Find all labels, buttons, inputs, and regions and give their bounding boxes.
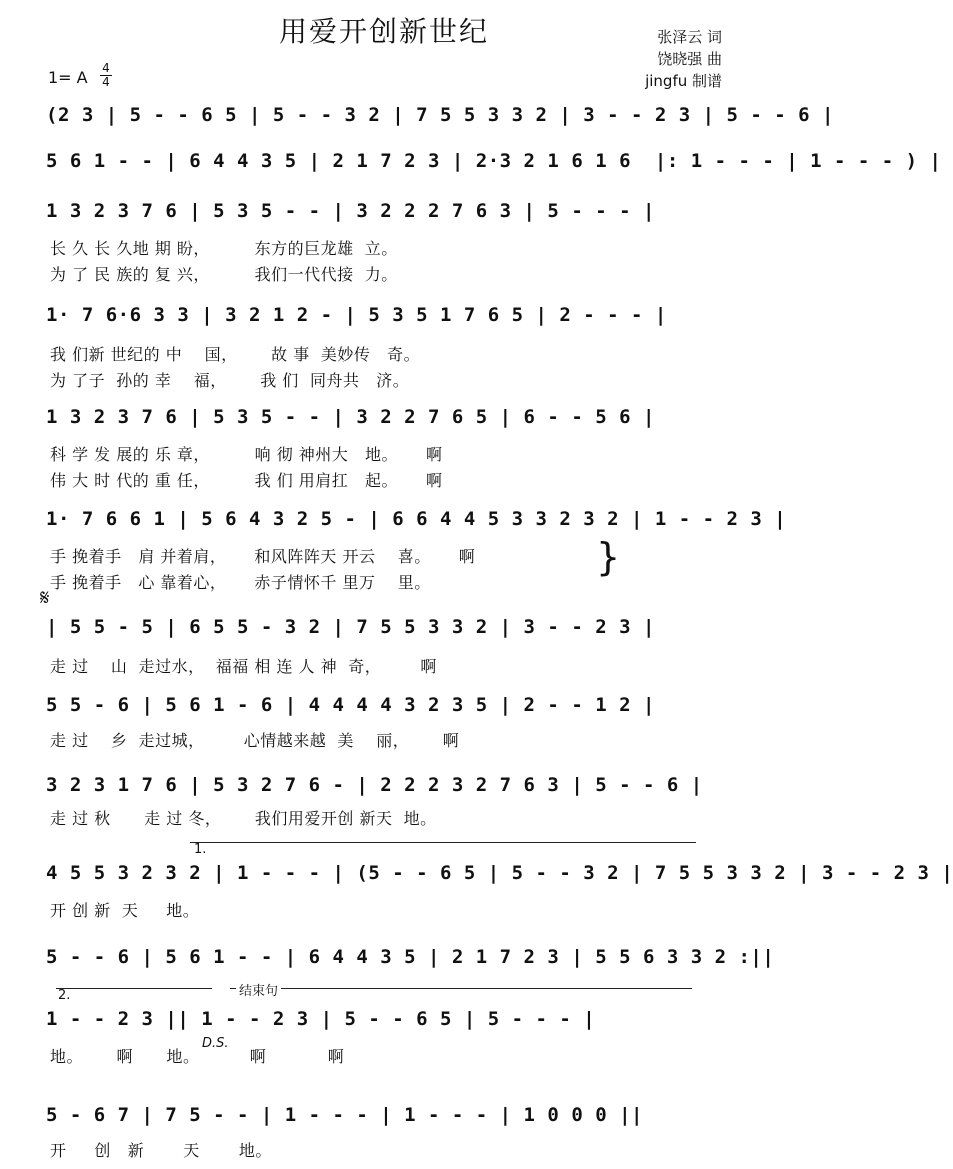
lyric-line: 长 久 长 久地 期 盼， 东方的巨龙雄 立。 <box>50 239 398 258</box>
notation-row <box>46 146 942 190</box>
transcriber-credit: jingfu 制谱 <box>645 72 722 90</box>
song-title: 用爱开创新世纪 <box>278 15 489 48</box>
jianpu-notes: 3 2 3 1 7 6 | 5 3 2 7 6 - | 2 2 2 3 2 7 6 3 | 5 - - 6 | <box>46 774 703 796</box>
notation-row <box>46 100 834 144</box>
lyric-line: 手 挽着手 心 靠着心， 赤子情怀千 里万 里。 <box>50 573 431 592</box>
jianpu-notes: | 5 5 - 5 | 6 5 5 - 3 2 | 7 5 5 3 3 2 | 3 - - 2 3 | <box>46 616 655 638</box>
jianpu-notes: 1 3 2 3 7 6 | 5 3 5 - - | 3 2 2 2 7 6 3 | 5 - - - | <box>46 200 655 222</box>
lyric-line: 走 过 乡 走过城， 心情越来越 美 丽， 啊 <box>50 731 460 750</box>
ds-marking: D.S. <box>202 1036 229 1051</box>
notation-row <box>46 1004 726 1048</box>
lyric-line: 开 创 新 天 地。 <box>50 1141 272 1160</box>
notation-row <box>46 402 726 446</box>
notation-row <box>46 504 787 548</box>
notation-row <box>46 196 726 240</box>
jianpu-notes: 1 - - 2 3 || 1 - - 2 3 | 5 - - 6 5 | 5 - - - | <box>46 1008 596 1030</box>
second-ending-bracket <box>56 988 212 989</box>
jianpu-notes: 5 - - 6 | 5 6 1 - - | 6 4 4 3 5 | 2 1 7 2 3 | 5 5 6 3 3 2 :|| <box>46 946 775 968</box>
composer-credit: 饶晓强 曲 <box>657 50 722 68</box>
notation-row <box>46 858 953 902</box>
notation-row <box>46 300 726 344</box>
lyric-line: 手 挽着手 肩 并着肩， 和风阵阵天 开云 喜。 啊 <box>50 547 476 566</box>
jianpu-notes: (2 3 | 5 - - 6 5 | 5 - - 3 2 | 7 5 5 3 3 2 | 3 - - 2 3 | 5 - - 6 | <box>46 104 834 126</box>
jianpu-notes: 4 5 5 3 2 3 2 | 1 - - - | (5 - - 6 5 | 5 - - 3 2 | 7 5 5 3 3 2 | 3 - - 2 3 | <box>46 862 953 884</box>
lyric-line: 开 创 新 天 地。 <box>50 901 200 920</box>
time-signature-top: 4 <box>100 62 112 76</box>
lyric-line: 科 学 发 展的 乐 章， 响 彻 神州大 地。 啊 <box>50 445 443 464</box>
coda-bracket <box>230 988 692 989</box>
first-ending-bracket <box>190 842 696 843</box>
jianpu-notes: 5 6 1 - - | 6 4 4 3 5 | 2 1 7 2 3 | 2·3 2 1 6 1 6 |: 1 - - - | 1 - - - ) | <box>46 150 942 172</box>
second-ending-label: 2. <box>58 988 71 1003</box>
lyric-line: 走 过 山 走过水， 福福 相 连 人 神 奇， 啊 <box>50 657 437 676</box>
notation-row <box>46 612 726 656</box>
lyric-line: 地。 啊 地。 啊 啊 <box>50 1047 345 1066</box>
jianpu-notes: 1· 7 6·6 3 3 | 3 2 1 2 - | 5 3 5 1 7 6 5 | 2 - - - | <box>46 304 667 326</box>
jianpu-notes: 5 5 - 6 | 5 6 1 - 6 | 4 4 4 4 3 2 3 5 | 2 - - 1 2 | <box>46 694 655 716</box>
lyric-line: 我 们新 世纪的 中 国， 故 事 美妙传 奇。 <box>50 345 421 364</box>
key-signature: 1= A <box>48 68 88 87</box>
time-signature <box>100 62 112 89</box>
notation-row <box>46 942 775 986</box>
lyric-line: 为 了 民 族的 复 兴， 我们一代代接 力。 <box>50 265 398 284</box>
first-ending-label: 1. <box>194 842 207 857</box>
jianpu-notes: 1· 7 6 6 1 | 5 6 4 3 2 5 - | 6 6 4 4 5 3 3 2 3 2 | 1 - - 2 3 | <box>46 508 787 530</box>
jianpu-notes: 1 3 2 3 7 6 | 5 3 5 - - | 3 2 2 7 6 5 | 6 - - 5 6 | <box>46 406 655 428</box>
jianpu-notes: 5 - 6 7 | 7 5 - - | 1 - - - | 1 - - - | 1 0 0 0 || <box>46 1104 643 1126</box>
coda-label: 结束句 <box>236 980 281 999</box>
verse-brace: } <box>596 535 621 579</box>
lyricist-credit: 张泽云 词 <box>657 28 722 46</box>
lyric-line: 走 过 秋 走 过 冬， 我们用爱开创 新天 地。 <box>50 809 437 828</box>
time-signature-bottom: 4 <box>102 75 110 89</box>
lyric-line: 伟 大 时 代的 重 任， 我 们 用肩扛 起。 啊 <box>50 471 443 490</box>
segno-sign: 𝄋 <box>40 586 50 611</box>
lyric-line: 为 了子 孙的 幸 福， 我 们 同舟共 济。 <box>50 371 410 390</box>
